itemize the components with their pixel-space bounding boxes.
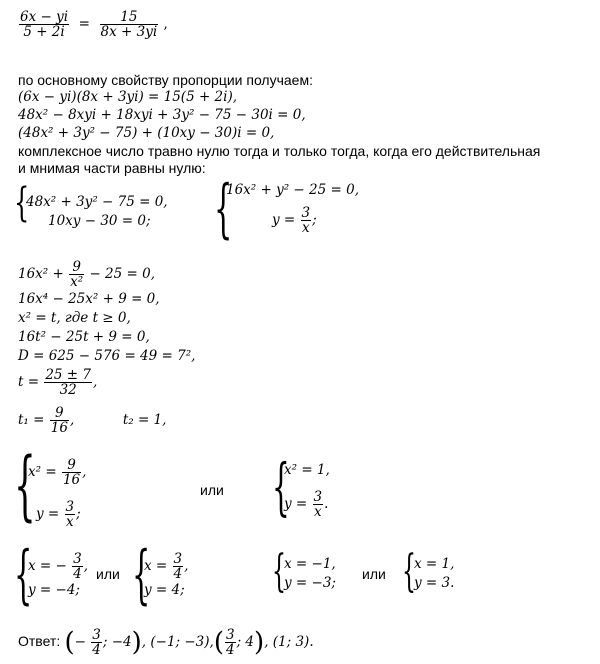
denominator: x xyxy=(66,514,74,530)
numerator: 3 xyxy=(92,627,101,643)
punct: , xyxy=(82,464,87,480)
solve-step-t-formula xyxy=(18,368,97,397)
punct: ; xyxy=(312,212,317,228)
punct: , xyxy=(83,558,89,574)
denominator: x xyxy=(314,504,322,520)
fraction xyxy=(69,260,84,289)
system2-eq2 xyxy=(272,206,317,235)
math-line-expanded: 48x² − 8xyi + 18xyi + 3y² − 75 − 30i = 0, xyxy=(18,107,306,123)
t1-label: t₁ = xyxy=(18,412,45,428)
answer-part3-tail: ; 4 xyxy=(236,634,255,650)
system2-eq1: 16x² + y² − 25 = 0, xyxy=(226,182,359,198)
eq-head: y = xyxy=(36,506,60,522)
numerator: 3 xyxy=(313,489,323,505)
answer-minus: − xyxy=(74,634,86,650)
fraction xyxy=(225,628,236,657)
punct: , xyxy=(69,412,75,428)
denominator: 4 xyxy=(73,566,82,582)
left-numerator: 6x − yi xyxy=(20,9,69,25)
root2-x xyxy=(144,552,188,581)
step-tail: − 25 = 0, xyxy=(89,266,155,282)
fraction xyxy=(313,490,324,519)
denominator: 32 xyxy=(59,382,77,398)
denominator: 4 xyxy=(226,642,235,658)
numerator: 3 xyxy=(301,205,311,221)
fraction xyxy=(173,552,184,581)
numerator: 3 xyxy=(173,551,183,567)
fraction xyxy=(301,206,312,235)
numerator: 3 xyxy=(73,551,82,567)
case1-eq1 xyxy=(28,458,86,487)
answer-line: Ответ: (− $\frac{3}{4}$ ; −4), (−1; −3),( $\frac{3}{4}$ ; 4), (1; 3). xyxy=(18,627,314,658)
denominator: 16 xyxy=(62,472,81,488)
or-connector: или xyxy=(200,482,224,498)
system-brace: { xyxy=(272,450,290,523)
eq-head: x = − xyxy=(28,558,67,574)
t2-value: t₂ = 1, xyxy=(122,412,167,428)
eq-head: y = xyxy=(284,496,308,512)
solve-step-substitution-t: x² = t, где t ≥ 0, xyxy=(18,310,131,326)
math-line-grouped: (48x² + 3y² − 75) + (10xy − 30)i = 0, xyxy=(18,125,275,141)
numerator: 25 ± 7 xyxy=(45,367,91,383)
answer-part4: , (1; 3). xyxy=(264,634,314,650)
numerator: 3 xyxy=(65,499,75,515)
denominator: 4 xyxy=(92,642,101,658)
root2-y: y = 4; xyxy=(144,582,185,598)
system-brace: { xyxy=(214,172,233,246)
fraction xyxy=(72,552,83,581)
left-denominator: 5 + 2i xyxy=(23,24,65,40)
answer-part1-tail: ; −4 xyxy=(102,634,132,650)
text-line-zero-condition: комплексное число травно нулю тогда и только тогда, когда его действительная xyxy=(18,143,541,159)
left-fraction xyxy=(19,10,69,39)
system-brace: { xyxy=(14,180,30,226)
system-brace: { xyxy=(272,546,286,597)
numerator: 3 xyxy=(226,627,235,643)
root1-y: y = −4; xyxy=(28,582,80,598)
solve-step-substitute xyxy=(18,260,155,289)
denominator: x xyxy=(302,220,310,236)
right-denominator: 8x + 3yi xyxy=(100,24,158,40)
case1-eq2 xyxy=(36,500,81,529)
system-brace: { xyxy=(132,538,151,612)
system-brace: { xyxy=(14,538,33,612)
answer-label: Ответ: xyxy=(18,633,61,649)
case2-eq2 xyxy=(284,490,328,519)
denominator: 16 xyxy=(50,420,68,436)
step-head: 16x² + xyxy=(18,266,64,282)
solve-step-t-roots xyxy=(18,406,166,435)
root4-y: y = 3. xyxy=(414,575,455,591)
right-numerator: 15 xyxy=(100,10,159,25)
system-brace: { xyxy=(402,546,416,597)
answer-part2: , (−1; −3), xyxy=(141,634,214,650)
numerator: 9 xyxy=(62,458,81,473)
system2-eq2-lhs: y = xyxy=(272,212,296,228)
punct: , xyxy=(184,558,189,574)
punct: . xyxy=(324,496,329,512)
text-line-proportion: по основному свойству пропорции получаем: xyxy=(18,72,313,88)
system1-eq2: 10xy − 30 = 0; xyxy=(48,213,151,229)
solve-step-discriminant: D = 625 − 576 = 49 = 7², xyxy=(18,348,196,364)
fraction xyxy=(50,406,69,435)
text-line-parts-zero: и мнимая части равны нулю: xyxy=(18,160,206,176)
system-brace: { xyxy=(14,440,36,529)
fraction xyxy=(62,458,81,487)
punct: , xyxy=(93,374,98,390)
numerator: 9 xyxy=(69,260,84,275)
punct: ; xyxy=(76,506,81,522)
eq-head: x² = xyxy=(28,464,57,480)
initial-equation: $\frac{6x - yi}{5 + 2i}$ = $\frac{15}{8x + 3yi}$ , xyxy=(20,9,168,40)
numerator: 9 xyxy=(50,406,69,421)
eq-head: x = xyxy=(144,558,168,574)
root3-y: y = −3; xyxy=(284,575,336,591)
step-head: t = xyxy=(18,374,40,390)
or-connector: или xyxy=(96,566,120,582)
system1-eq1: 48x² + 3y² − 75 = 0, xyxy=(26,194,168,210)
denominator: 4 xyxy=(173,566,183,582)
root1-x xyxy=(28,552,88,581)
right-fraction xyxy=(100,10,159,39)
or-connector: или xyxy=(362,566,386,582)
root3-x: x = −1, xyxy=(284,556,336,572)
root4-x: x = 1, xyxy=(414,556,455,572)
math-line-product: (6x − yi)(8x + 3yi) = 15(5 + 2i), xyxy=(18,89,238,105)
case2-eq1: x² = 1, xyxy=(284,462,330,478)
solve-step-quadratic: 16t² − 25t + 9 = 0, xyxy=(18,329,150,345)
fraction xyxy=(44,368,92,397)
fraction xyxy=(91,628,102,657)
fraction xyxy=(65,500,76,529)
solve-step-biquadratic: 16x⁴ − 25x² + 9 = 0, xyxy=(18,291,160,307)
denominator: x² xyxy=(70,274,84,290)
